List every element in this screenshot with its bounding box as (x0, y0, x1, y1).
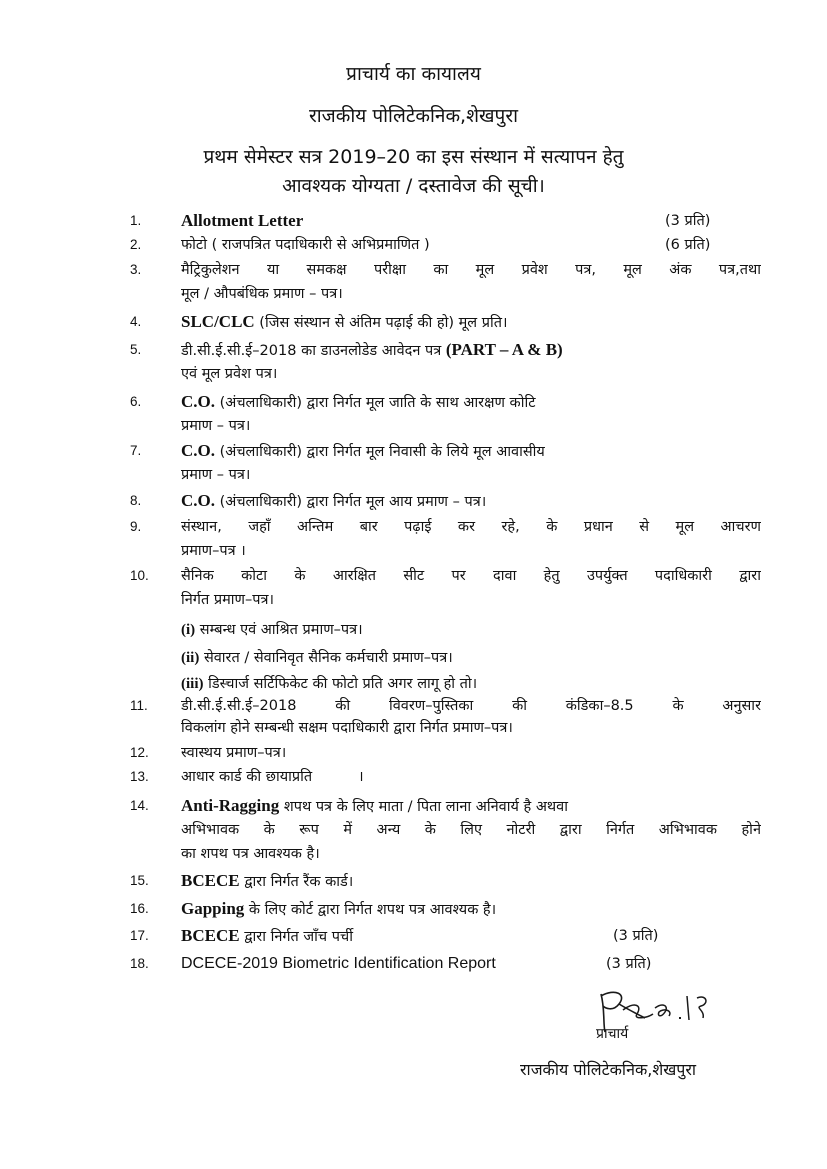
item-number: 9. (130, 519, 142, 534)
item-text: (PART – A & B) (445, 340, 563, 359)
item-text: । (358, 769, 364, 785)
item-text: द्वारा निर्गत जाँच पर्ची (244, 929, 353, 945)
item-number: 5. (130, 342, 142, 357)
item-text: C.O. (181, 392, 215, 411)
item-text: C.O. (181, 441, 215, 460)
item-text: SLC/CLC (181, 312, 255, 331)
item-number: 7. (130, 443, 142, 458)
item-text: Gapping (181, 899, 245, 918)
item-text: सैनिक कोटा के आरक्षित सीट पर दावा हेतु उपर्युक्त पदाधिकारी द्वारा (181, 568, 761, 584)
item-text: BCECE (181, 871, 240, 890)
item-text: Allotment Letter (181, 211, 304, 230)
item-text: (अंचलाधिकारी) द्वारा निर्गत मूल जाति के साथ आरक्षण कोटि (219, 395, 536, 411)
item-number: 14. (130, 798, 149, 813)
sub-item-mark: (i) (181, 622, 196, 638)
item-number: 16. (130, 901, 149, 916)
item-text: का शपथ पत्र आवश्यक है। (181, 846, 320, 862)
item-text: अभिभावक के रूप में अन्य के लिए नोटरी द्वारा निर्गत अभिभावक होने (181, 822, 761, 838)
item-text: DCECE-2019 Biometric Identification Report (181, 955, 496, 972)
item-number: 1. (130, 213, 142, 228)
item-text: (अंचलाधिकारी) द्वारा निर्गत मूल आय प्रमाण – पत्र। (219, 494, 487, 510)
item-text: डी.सी.ई.सी.ई–2018 की विवरण–पुस्तिका की कंडिका–8.5 के अनुसार (181, 698, 761, 714)
sub-item (181, 619, 363, 641)
copies-count: (3 प्रति) (665, 213, 711, 229)
item-number: 3. (130, 262, 142, 277)
item-text: (जिस संस्थान से अंतिम पढ़ाई की हो) मूल प्रति। (259, 315, 508, 331)
item-text: प्रमाण – पत्र। (181, 418, 251, 434)
sub-item-text: डिस्चार्ज सर्टिफिकेट की फोटो प्रति अगर लागू हो तो। (208, 676, 478, 692)
item-number: 12. (130, 745, 149, 760)
item-text: शपथ पत्र के लिए माता / पिता लाना अनिवार्य है अथवा (283, 799, 568, 815)
footer-institute: राजकीय पोलिटेकनिक,शेखपुरा (520, 1060, 697, 1079)
sub-item-mark: (ii) (181, 650, 200, 666)
item-text: विकलांग होने सम्बन्धी सक्षम पदाधिकारी द्वारा निर्गत प्रमाण–पत्र। (181, 720, 513, 736)
item-text: आधार कार्ड की छायाप्रति (181, 769, 313, 785)
item-text: स्वास्थय प्रमाण–पत्र। (181, 745, 287, 761)
sub-item (181, 647, 453, 669)
subject-line-1: प्रथम सेमेस्टर सत्र 2019–20 का इस संस्थान में सत्यापन हेतु (203, 146, 624, 168)
item-number: 18. (130, 956, 149, 971)
item-number: 11. (130, 698, 148, 713)
item-text: संस्थान, जहाँ अन्तिम बार पढ़ाई कर रहे, के प्रधान से मूल आचरण (181, 519, 761, 535)
item-number: 10. (130, 568, 149, 583)
item-text: Anti-Ragging (181, 796, 280, 815)
institute-heading: राजकीय पोलिटेकनिक,शेखपुरा (308, 105, 519, 127)
sub-item-mark: (iii) (181, 676, 204, 692)
item-number: 2. (130, 237, 142, 252)
copies-count: (3 प्रति) (606, 956, 652, 972)
item-number: 8. (130, 493, 142, 508)
copies-count: (6 प्रति) (665, 237, 711, 253)
copies-count: (3 प्रति) (613, 928, 659, 944)
item-text: C.O. (181, 491, 215, 510)
sub-item (181, 673, 477, 695)
item-text: एवं मूल प्रवेश पत्र। (181, 366, 278, 382)
office-heading: प्राचार्य का कायालय (346, 63, 481, 85)
item-text: (अंचलाधिकारी) द्वारा निर्गत मूल निवासी के लिये मूल आवासीय (219, 444, 545, 460)
sub-item-text: सेवारत / सेवानिवृत सैनिक कर्मचारी प्रमाण–पत्र। (203, 650, 453, 666)
item-text: BCECE (181, 926, 240, 945)
item-text: के लिए कोर्ट द्वारा निर्गत शपथ पत्र आवश्यक है। (248, 902, 497, 918)
item-text: डी.सी.ई.सी.ई–2018 का डाउनलोडेड आवेदन पत्र (181, 343, 442, 359)
item-number: 4. (130, 314, 142, 329)
item-text: निर्गत प्रमाण–पत्र। (181, 592, 274, 608)
item-text: द्वारा निर्गत रैंक कार्ड। (244, 874, 354, 890)
item-text: फोटो ( राजपत्रित पदाधिकारी से अभिप्रमाणित ) (181, 237, 430, 253)
item-text: मैट्रिकुलेशन या समकक्ष परीक्षा का मूल प्रवेश पत्र, मूल अंक पत्र,तथा (181, 262, 761, 278)
sub-item-text: सम्बन्ध एवं आश्रित प्रमाण–पत्र। (199, 622, 363, 638)
item-number: 13. (130, 769, 149, 784)
item-number: 15. (130, 873, 149, 888)
item-number: 17. (130, 928, 149, 943)
item-number: 6. (130, 394, 142, 409)
principal-designation: प्राचार्य (596, 1026, 629, 1042)
item-text: प्रमाण – पत्र। (181, 467, 251, 483)
item-text: प्रमाण–पत्र । (181, 543, 246, 559)
subject-line-2: आवश्यक योग्यता / दस्तावेज की सूची। (282, 175, 545, 197)
item-text: मूल / औपबंधिक प्रमाण – पत्र। (181, 286, 343, 302)
